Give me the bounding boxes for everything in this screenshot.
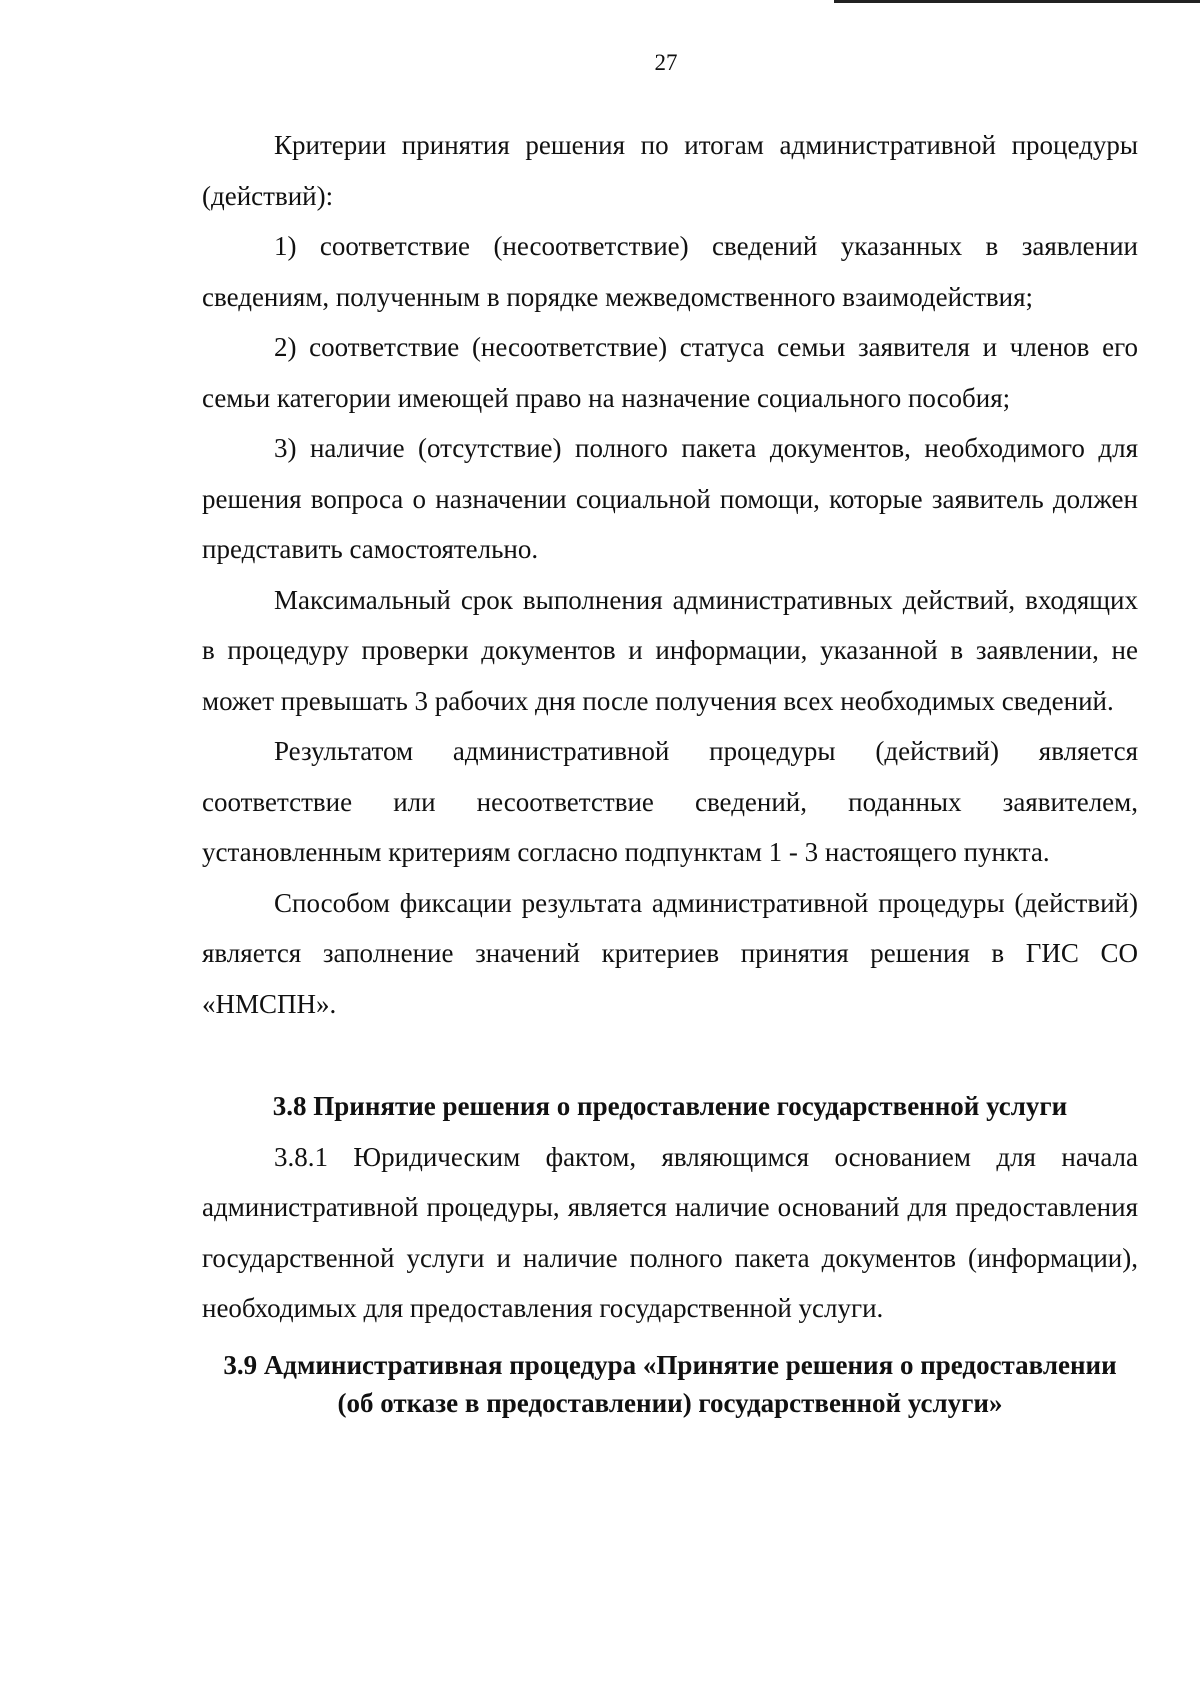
heading-3-8: 3.8 Принятие решения о предоставление государственной услуги — [272, 1091, 1068, 1121]
paragraph-result: Результатом административной процедуры (действий) является соответствие или несоответствие сведений, поданных заявителем, установленным критериям согласно подпунктам 1 - 3 настоящего пункта. — [202, 736, 1138, 867]
top-rule — [834, 0, 1200, 3]
paragraph-criteria-1: 1) соответствие (несоответствие) сведений указанных в заявлении сведениям, полученным в порядке межведомственного взаимодействия; — [202, 231, 1138, 312]
page-number: 27 — [654, 50, 678, 75]
paragraph-max-term: Максимальный срок выполнения административных действий, входящих в процедуру проверки документов и информации, указанной в заявлении, не может превышать 3 рабочих дня после получения всех необходимых сведений. — [202, 584, 1138, 716]
paragraph-criteria-3: 3) наличие (отсутствие) полного пакета документов, необходимого для решения вопроса о назначении социальной помощи, которые заявитель должен представить самостоятельно. — [202, 433, 1138, 564]
paragraph-criteria-intro: Критерии принятия решения по итогам административной процедуры (действий): — [202, 130, 1138, 211]
paragraph-3-8-1: 3.8.1 Юридическим фактом, являющимся основанием для начала административной процедуры, является наличие оснований для предоставления государственной услуги и наличие полного пакета документов (информации), необходимых для предоставления государственной услуги. — [202, 1141, 1138, 1323]
document-body — [202, 120, 1138, 1422]
paragraph-criteria-2: 2) соответствие (несоответствие) статуса семьи заявителя и членов его семьи категории имеющей право на назначение социального пособия; — [202, 332, 1138, 413]
paragraph-fixation: Способом фиксации результата административной процедуры (действий) является заполнение значений критериев принятия решения в ГИС СО «НМСПН». — [202, 887, 1138, 1019]
heading-3-9: 3.9 Административная процедура «Принятие решения о предоставлении (об отказе в предоставлении) государственной услуги» — [223, 1349, 1117, 1418]
